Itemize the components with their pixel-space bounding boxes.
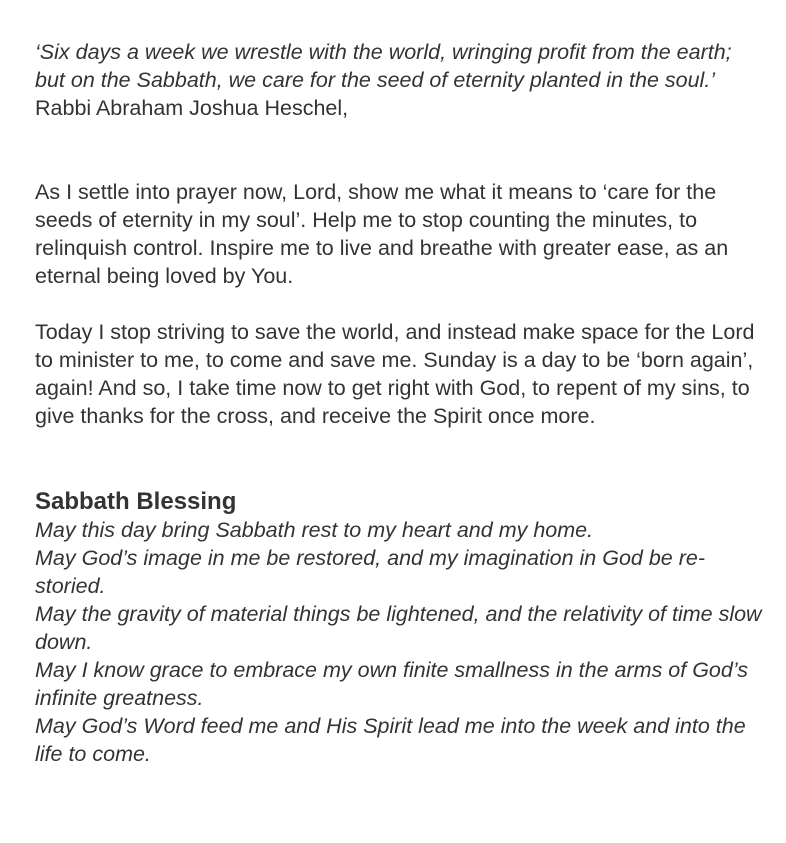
blessing-line: May God’s image in me be restored, and my imagination in God be re-storied. [35, 546, 706, 598]
blessing-line: May this day bring Sabbath rest to my heart and my home. [35, 518, 594, 542]
heschel-quote [35, 38, 766, 122]
quote-attribution: Rabbi Abraham Joshua Heschel, [35, 96, 349, 120]
blessing-line: May God’s Word feed me and His Spirit lead me into the week and into the life to come. [35, 714, 746, 766]
blessing-heading: Sabbath Blessing [35, 488, 237, 515]
quote-text: ‘Six days a week we wrestle with the world, wringing profit from the earth; but on the Sabbath, we care for the seed of eternity planted in the soul.’ [35, 40, 732, 92]
blessing-line: May I know grace to embrace my own finite smallness in the arms of God’s infinite greatness. [35, 658, 748, 710]
prayer-paragraph-2: Today I stop striving to save the world, and instead make space for the Lord to minister to me, to come and save me. Sunday is a day to be ‘born again’, again! And so, I take time now to get right with God, to repent of my sins, to give thanks for the cross, and receive the Spirit once more. [35, 320, 755, 428]
prayer-paragraph-1: As I settle into prayer now, Lord, show me what it means to ‘care for the seeds of eternity in my soul’. Help me to stop counting the minutes, to relinquish control. Inspire me to live and breathe with greater ease, as an eternal being loved by You. [35, 180, 729, 288]
blessing-line: May the gravity of material things be lightened, and the relativity of time slow down. [35, 602, 762, 654]
blessing-list [35, 516, 766, 768]
